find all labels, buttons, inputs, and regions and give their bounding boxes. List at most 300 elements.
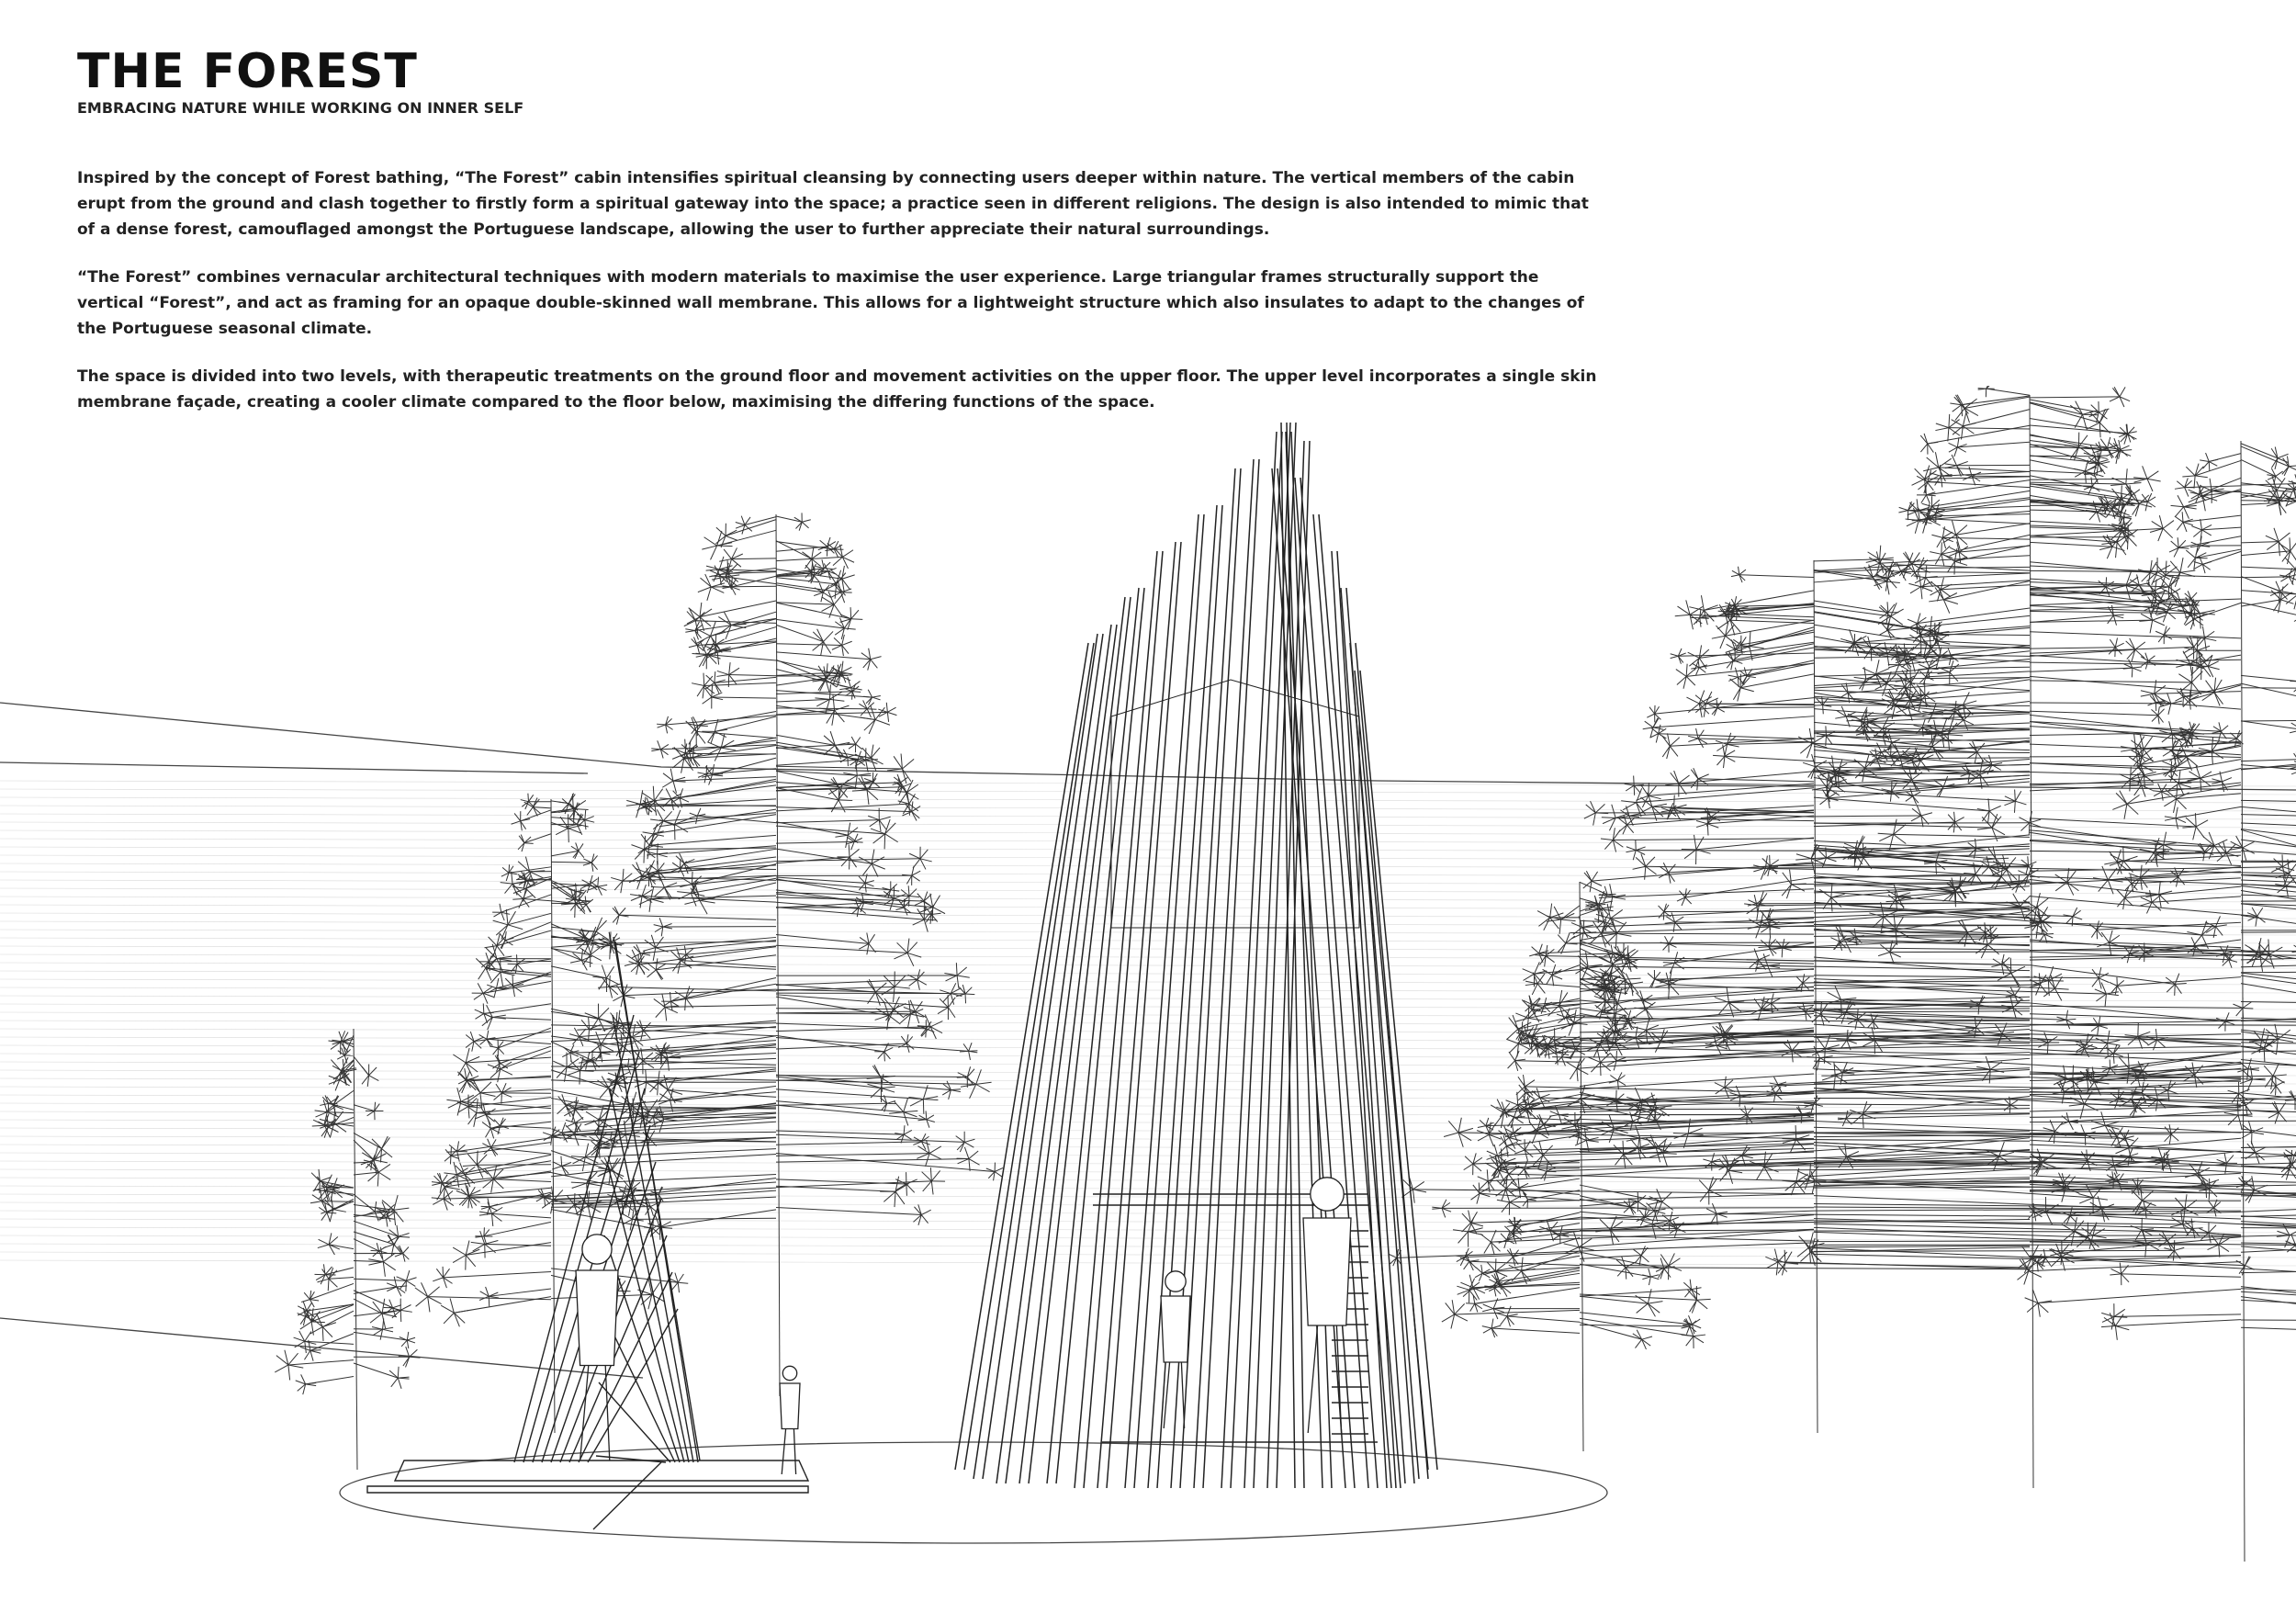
needle — [1592, 881, 1602, 885]
needle — [383, 1253, 395, 1262]
hatch-line — [0, 789, 2296, 795]
needle — [717, 651, 731, 652]
needle — [370, 1314, 382, 1323]
needle — [2145, 1209, 2146, 1218]
needle — [318, 1245, 329, 1248]
needle — [1544, 1006, 1549, 1012]
needle — [471, 1242, 485, 1244]
needle — [1887, 602, 1888, 612]
needle — [1663, 1153, 1677, 1154]
needle — [906, 875, 911, 884]
tree-branch — [673, 777, 776, 781]
needle — [527, 807, 534, 816]
needle — [610, 976, 611, 987]
needle — [501, 1093, 502, 1104]
needle — [406, 1270, 409, 1280]
needle — [585, 820, 586, 830]
needle — [501, 972, 503, 987]
needle — [1626, 978, 1641, 979]
needle — [1700, 618, 1709, 619]
needle — [913, 919, 925, 925]
needle — [1912, 641, 1921, 650]
needle — [895, 1191, 905, 1204]
needle — [395, 1254, 403, 1257]
needle — [899, 792, 906, 803]
needle — [970, 1084, 976, 1098]
needle — [678, 1274, 683, 1282]
needle — [1628, 1199, 1638, 1201]
needle — [1626, 1037, 1636, 1042]
needle — [864, 720, 875, 731]
needle — [551, 1135, 552, 1145]
needle — [304, 1292, 310, 1299]
needle — [1588, 1057, 1601, 1063]
needle — [611, 1170, 624, 1176]
needle — [696, 816, 698, 824]
needle — [581, 1020, 590, 1029]
needle — [378, 1164, 390, 1172]
needle — [724, 549, 731, 559]
needle — [872, 695, 881, 697]
tree-branch — [498, 1028, 551, 1048]
needle — [375, 1201, 377, 1212]
needle — [428, 1297, 442, 1304]
needle — [895, 908, 904, 910]
needle — [1648, 973, 1655, 979]
needle — [1501, 1316, 1507, 1325]
needle — [1432, 1207, 1442, 1208]
needle — [823, 642, 830, 654]
needle — [651, 749, 660, 750]
needle — [1525, 1080, 1535, 1087]
needle — [851, 610, 859, 619]
needle — [432, 1183, 442, 1186]
needle — [956, 963, 957, 976]
needle — [494, 912, 501, 917]
needle — [337, 1055, 344, 1059]
needle — [1491, 1328, 1495, 1337]
needle — [328, 1279, 329, 1291]
needle — [339, 1032, 343, 1042]
tree-branch — [1814, 1209, 2185, 1211]
needle — [927, 1120, 935, 1122]
needle — [684, 621, 695, 626]
needle — [1731, 575, 1739, 577]
needle — [842, 550, 853, 558]
needle — [824, 584, 837, 591]
tree-branch — [551, 1025, 616, 1026]
needle — [1740, 688, 1754, 692]
tree-branch — [1515, 1061, 1580, 1063]
needle — [1629, 816, 1639, 817]
needle — [2119, 1181, 2129, 1182]
needle — [658, 725, 666, 727]
needle — [519, 899, 523, 908]
needle — [1992, 763, 2002, 765]
needle — [680, 798, 689, 802]
needle — [562, 1122, 566, 1133]
needle — [658, 740, 661, 749]
needle — [1579, 1238, 1592, 1246]
tree-branch — [1740, 674, 1814, 688]
needle — [1633, 1249, 1641, 1256]
needle — [616, 1084, 625, 1088]
needle — [1592, 872, 1598, 881]
tree-branch — [486, 1113, 551, 1115]
tree-branch — [1685, 877, 1814, 897]
tree-branch — [776, 908, 924, 919]
needle — [1577, 1068, 1588, 1074]
needle — [933, 908, 945, 914]
needle — [2113, 1054, 2122, 1056]
needle — [407, 1340, 415, 1343]
needle — [616, 1012, 617, 1026]
tree-branch — [1601, 933, 1814, 934]
tree-branch — [444, 1271, 551, 1277]
needle — [976, 1084, 990, 1091]
needle — [930, 1167, 931, 1181]
needle — [1564, 1244, 1580, 1247]
needle — [454, 1311, 468, 1314]
needle — [1888, 578, 1897, 588]
needle — [719, 559, 731, 562]
needle — [596, 918, 602, 931]
tree-branch — [354, 1133, 382, 1148]
needle — [521, 800, 529, 802]
needle — [582, 1157, 585, 1171]
needle — [492, 1015, 506, 1017]
needle — [1642, 1336, 1652, 1339]
needle — [1480, 1181, 1488, 1190]
needle — [908, 885, 909, 896]
tree-branch — [1814, 1052, 2143, 1071]
needle — [1480, 1120, 1486, 1125]
tree-branch — [524, 834, 551, 843]
needle — [1720, 636, 1726, 648]
needle — [444, 1269, 450, 1278]
needle — [917, 1120, 926, 1121]
needle — [1528, 1018, 1542, 1020]
tree-branch — [776, 820, 879, 823]
needle — [1674, 771, 1679, 784]
needle — [729, 662, 730, 674]
needle — [1646, 857, 1655, 866]
needle — [825, 549, 834, 551]
needle — [450, 1156, 451, 1164]
tree-branch — [508, 913, 551, 925]
tree-branch — [711, 586, 776, 587]
needle — [658, 1089, 668, 1101]
needle — [1613, 897, 1626, 899]
needle — [631, 897, 642, 901]
needle — [891, 890, 899, 891]
needle — [651, 887, 665, 888]
needle — [566, 1205, 574, 1213]
needle — [576, 884, 577, 892]
tree-branch — [322, 1311, 354, 1326]
needle — [1558, 943, 1565, 953]
needle — [394, 1208, 410, 1210]
tree-branch — [1537, 984, 1580, 987]
tree-branch — [776, 1154, 995, 1172]
needle — [1599, 901, 1613, 904]
needle — [717, 531, 722, 546]
needle — [643, 1061, 654, 1068]
needle — [834, 637, 842, 645]
needle — [909, 853, 920, 859]
needle — [1622, 959, 1627, 971]
needle — [643, 832, 654, 834]
needle — [588, 1205, 591, 1220]
tree-branch — [776, 1131, 904, 1134]
needle — [802, 520, 811, 523]
needle — [1552, 975, 1554, 986]
needle — [930, 1021, 942, 1027]
needle — [703, 673, 704, 686]
needle — [909, 980, 917, 987]
needle — [1694, 835, 1695, 850]
tree-branch — [776, 935, 869, 944]
needle — [712, 693, 722, 697]
needle — [2006, 869, 2012, 883]
needle — [711, 622, 716, 637]
needle — [684, 900, 699, 904]
intro-paragraph: “The Forest” combines vernacular architectural techniques with modern materials to maximise the user experience. Large triangular frames structurally support the vertical “Forest”, and act as framing for an opaque double-skinned wall membrane. This allows for a lightweight structure which also insulates to adapt to the changes of the Portuguese seasonal climate. — [77, 268, 1584, 338]
needle — [736, 523, 745, 525]
tree-branch — [1678, 653, 1814, 656]
needle — [517, 954, 518, 964]
needle — [656, 970, 661, 980]
tree-branch — [1469, 1261, 1580, 1265]
needle — [1537, 1168, 1547, 1171]
needle — [886, 703, 887, 713]
needle — [1675, 917, 1683, 922]
needle — [856, 738, 861, 745]
tree-branch — [491, 1147, 551, 1154]
needle — [700, 641, 706, 654]
needle — [2136, 1107, 2145, 1113]
needle — [501, 909, 510, 912]
needle — [870, 820, 880, 827]
needle — [571, 1156, 585, 1157]
needle — [463, 1165, 478, 1166]
needle — [1514, 1117, 1525, 1118]
needle — [1895, 565, 1908, 566]
needle — [711, 731, 715, 743]
needle — [501, 883, 512, 885]
needle — [524, 843, 534, 844]
needle — [589, 1017, 590, 1029]
needle — [697, 808, 701, 816]
needle — [964, 1147, 968, 1159]
needle — [869, 934, 875, 943]
needle — [400, 1310, 401, 1322]
needle — [2093, 1198, 2108, 1200]
needle — [329, 1279, 337, 1287]
needle — [1921, 640, 1934, 641]
needle — [598, 877, 599, 887]
needle — [1697, 1299, 1711, 1300]
needle — [924, 919, 928, 931]
needle — [619, 908, 625, 915]
tree-trunk — [776, 514, 780, 1396]
needle — [1732, 570, 1739, 574]
tree-branch — [776, 578, 837, 584]
needle — [2108, 1043, 2121, 1045]
needle — [599, 1008, 609, 1018]
needle — [1649, 1201, 1662, 1204]
needle — [675, 991, 686, 998]
needle — [1659, 734, 1667, 739]
needle — [1999, 1142, 2005, 1156]
needle — [2009, 1105, 2010, 1113]
needle — [1670, 746, 1678, 756]
hatch-line — [0, 1153, 2296, 1158]
needle — [1739, 570, 1746, 575]
tree-branch — [776, 1089, 923, 1100]
needle — [444, 1190, 453, 1199]
needle — [2167, 1234, 2176, 1240]
tree-branch — [776, 760, 858, 765]
needle — [397, 1286, 407, 1287]
needle — [386, 1218, 387, 1227]
needle — [1457, 1286, 1469, 1290]
needle — [486, 1128, 491, 1137]
needle — [1607, 904, 1610, 919]
needle — [577, 1029, 589, 1030]
tree-branch — [666, 716, 776, 725]
needle — [505, 884, 513, 893]
needle — [1645, 866, 1646, 879]
needle — [624, 996, 636, 998]
needle — [692, 683, 704, 686]
needle — [678, 1282, 688, 1283]
needle — [820, 540, 827, 547]
intro-paragraph: Inspired by the concept of Forest bathing, “The Forest” cabin intensifies spiritual cleansing by connecting users deeper within nature. The vertical members of the cabin erupt from the ground and clash together to firstly form a spiritual gateway into the space; a practice seen in different religions. The design is also intended to mimic that of a dense forest, camouflaged amongst the Portuguese landscape, allowing the user to further appreciate their natural surroundings. — [77, 169, 1589, 239]
needle — [606, 978, 618, 985]
needle — [2036, 925, 2038, 939]
needle — [304, 1350, 310, 1359]
needle — [500, 904, 501, 912]
needle — [2015, 801, 2026, 805]
needle — [1546, 956, 1555, 963]
needle — [1515, 1018, 1528, 1021]
needle — [814, 576, 819, 582]
needle — [1625, 984, 1631, 994]
tree-branch — [1519, 1179, 1580, 1188]
needle — [377, 1172, 378, 1186]
needle — [561, 1156, 562, 1167]
needle — [477, 1151, 478, 1166]
needle — [700, 578, 711, 587]
needle — [574, 1134, 579, 1146]
tree-branch — [1814, 957, 2011, 973]
needle — [1662, 1192, 1672, 1202]
needle — [659, 1094, 670, 1100]
tree-branch — [726, 520, 776, 536]
needle — [872, 697, 881, 700]
needle — [1686, 1336, 1694, 1347]
needle — [310, 1350, 313, 1360]
needle — [1635, 1339, 1641, 1348]
needle — [901, 777, 908, 782]
needle — [926, 1111, 927, 1119]
needle — [707, 587, 711, 601]
needle — [1649, 1269, 1651, 1277]
tree-branch — [1670, 739, 1814, 747]
needle — [645, 796, 646, 806]
needle — [995, 1172, 1002, 1178]
needle — [573, 809, 574, 824]
needle — [904, 1125, 905, 1134]
tree-branch — [480, 1089, 551, 1093]
needle — [1513, 1015, 1518, 1029]
needle — [910, 1100, 923, 1106]
needle — [476, 958, 486, 967]
needle — [704, 774, 706, 784]
needle — [887, 1100, 895, 1103]
needle — [695, 621, 708, 622]
tree-branch — [654, 785, 776, 801]
needle — [468, 1107, 469, 1119]
needle — [930, 894, 933, 908]
tree-branch — [325, 1268, 354, 1275]
needle — [872, 850, 874, 864]
needle — [921, 1210, 930, 1214]
needle — [428, 1297, 430, 1313]
needle — [528, 794, 529, 802]
needle — [1728, 675, 1739, 677]
needle — [2209, 1201, 2214, 1208]
needle — [1494, 1145, 1498, 1156]
needle — [579, 843, 583, 851]
needle — [865, 883, 866, 892]
needle — [2171, 1209, 2185, 1215]
needle — [623, 1213, 633, 1219]
needle — [2099, 1026, 2108, 1029]
needle — [700, 900, 707, 914]
needle — [717, 671, 729, 674]
needle — [581, 949, 582, 960]
needle — [484, 1227, 485, 1235]
needle — [1559, 1114, 1568, 1115]
needle — [884, 1052, 885, 1061]
hatch-line — [0, 1227, 2296, 1233]
needle — [2015, 791, 2020, 801]
needle — [958, 1073, 968, 1077]
needle — [596, 931, 609, 940]
needle — [2092, 978, 2099, 987]
needle — [815, 698, 829, 699]
needle — [602, 965, 606, 978]
needle — [651, 899, 664, 903]
tree-branch — [1580, 953, 1613, 954]
needle — [1675, 615, 1690, 616]
needle — [894, 953, 907, 958]
needle — [310, 1201, 321, 1203]
needle — [655, 887, 665, 897]
needle — [1496, 1314, 1506, 1316]
needle — [1686, 676, 1695, 685]
needle — [373, 1302, 382, 1314]
needle — [677, 892, 691, 894]
needle — [957, 1142, 964, 1149]
needle — [951, 1089, 961, 1090]
needle — [2034, 976, 2049, 981]
needle — [407, 1337, 415, 1340]
needle — [895, 987, 910, 988]
needle — [969, 1051, 978, 1052]
